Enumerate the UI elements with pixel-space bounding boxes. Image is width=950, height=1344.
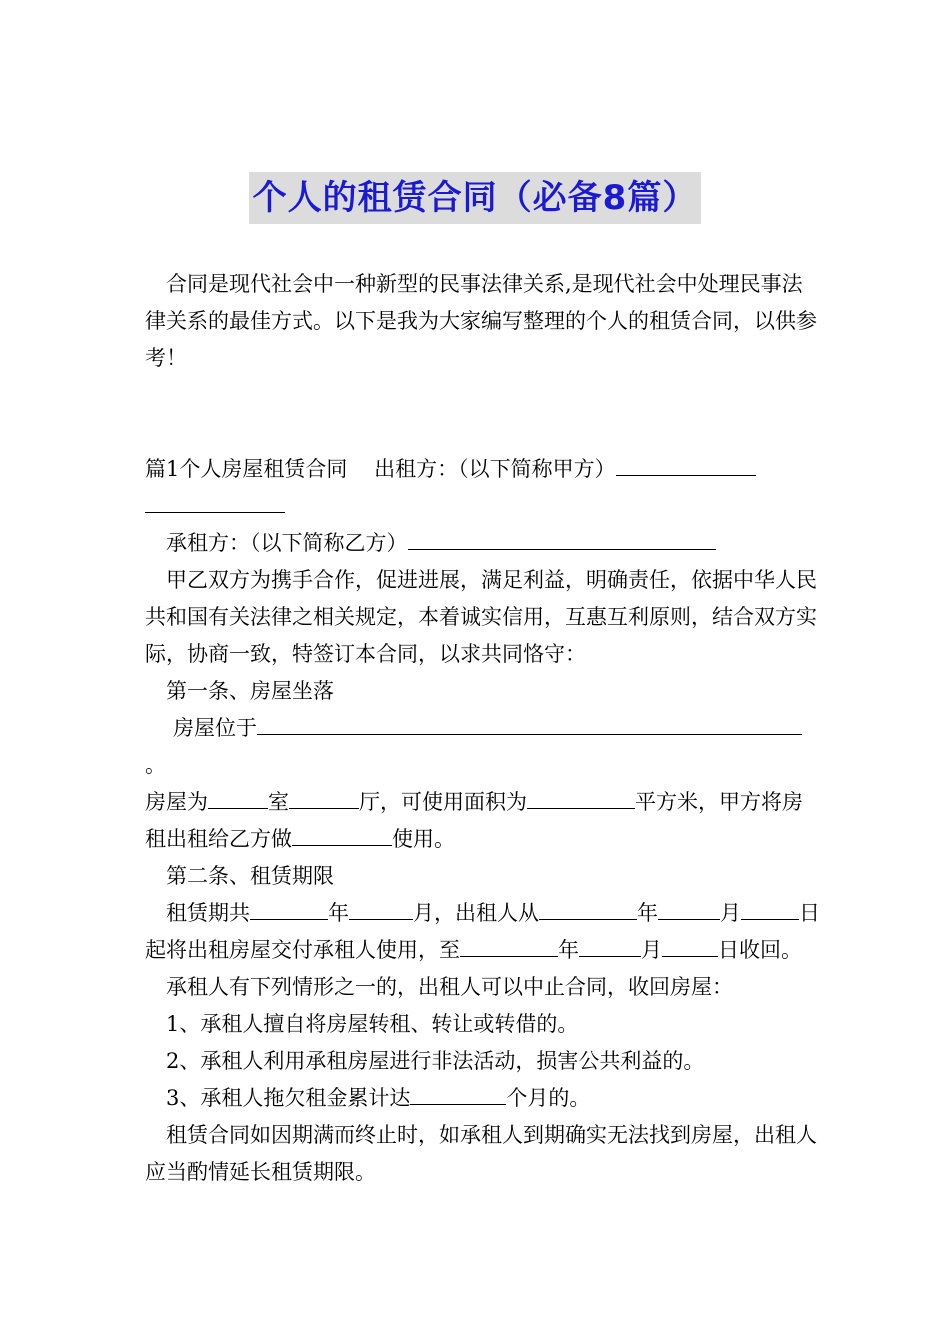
location-prefix: 房屋位于: [173, 716, 257, 740]
intro-paragraph: 合同是现代社会中一种新型的民事法律关系,是现代社会中处理民事法律关系的最佳方式。以下是我为大家编写整理的个人的租赁合同，以供参考！: [145, 272, 817, 370]
end-year-blank: [460, 934, 558, 957]
start-month-unit: 月: [720, 901, 741, 925]
hall-unit: 厅，可使用面积为: [359, 790, 527, 814]
termination-item-2: 2、承租人利用承租房屋进行非法活动，损害公共利益的。: [166, 1049, 705, 1073]
paragraph-gap: [145, 377, 820, 451]
item3-suffix: 个月的。: [506, 1086, 591, 1110]
room-paragraph: [145, 784, 820, 858]
end-year-unit: 年: [558, 938, 579, 962]
start-year-unit: 年: [637, 901, 658, 925]
end-day-blank: [662, 934, 718, 957]
term-prefix: 租赁期共: [166, 901, 250, 925]
termination-item-1: 1、承租人擅自将房屋转租、转让或转借的。: [166, 1012, 579, 1036]
lessor-blank: [616, 453, 756, 476]
title-text: 个人的租赁合同（必备8篇）: [249, 172, 702, 224]
lessee-blank: [408, 527, 716, 550]
preamble-paragraph: 甲乙双方为携手合作，促进进展，满足利益，明确责任，依据中华人民共和国有关法律之相关规定，本着诚实信用，互惠互利原则，结合双方实际，协商一致，特签订本合同，以求共同恪守：: [145, 568, 817, 666]
start-day-blank: [741, 897, 799, 920]
location-line: [145, 710, 820, 784]
section-heading: 篇1个人房屋租赁合同: [145, 457, 348, 481]
term-year-unit: 年: [328, 901, 349, 925]
recover-text: 日收回。: [718, 938, 802, 962]
area-unit: 平方米，甲方将房租出租给乙方做: [145, 790, 803, 851]
term-paragraph: [145, 895, 820, 969]
renewal-paragraph: 租赁合同如因期满而终止时，如承租人到期确实无法找到房屋，出租人应当酌情延长租赁期限。: [145, 1123, 817, 1184]
use-end: 使用。: [392, 827, 455, 851]
use-blank: [292, 823, 392, 846]
document-body: [145, 266, 820, 1191]
item3-blank: [410, 1082, 506, 1105]
article2-title: 第二条、租赁期限: [166, 864, 334, 888]
lessee-line: [145, 525, 820, 562]
lessee-label: 承租方：（以下简称乙方）: [166, 531, 408, 555]
location-blank: [257, 712, 802, 735]
section-heading-line: [145, 451, 820, 525]
room-blank: [208, 786, 268, 809]
room-unit: 室: [268, 790, 289, 814]
term-month-blank: [349, 897, 413, 920]
room-prefix: 房屋为: [145, 790, 208, 814]
location-end: 。: [145, 753, 166, 777]
term-year-blank: [250, 897, 328, 920]
start-month-blank: [658, 897, 720, 920]
start-year-blank: [539, 897, 637, 920]
lessor-label: 出租方：（以下简称甲方）: [374, 457, 616, 481]
handover-text: 日起将出租房屋交付承租人使用，至: [145, 901, 820, 962]
document-title: [0, 172, 950, 230]
article1-title: 第一条、房屋坐落: [166, 679, 334, 703]
termination-intro: 承租人有下列情形之一的，出租人可以中止合同，收回房屋：: [166, 975, 733, 999]
term-month-from: 月，出租人从: [413, 901, 539, 925]
termination-item-3: [145, 1080, 820, 1117]
end-month-blank: [579, 934, 641, 957]
hall-blank: [289, 786, 359, 809]
area-blank: [527, 786, 635, 809]
lessor-blank-cont: [145, 490, 285, 513]
item3-prefix: 3、承租人拖欠租金累计达: [166, 1086, 411, 1110]
end-month-unit: 月: [641, 938, 662, 962]
